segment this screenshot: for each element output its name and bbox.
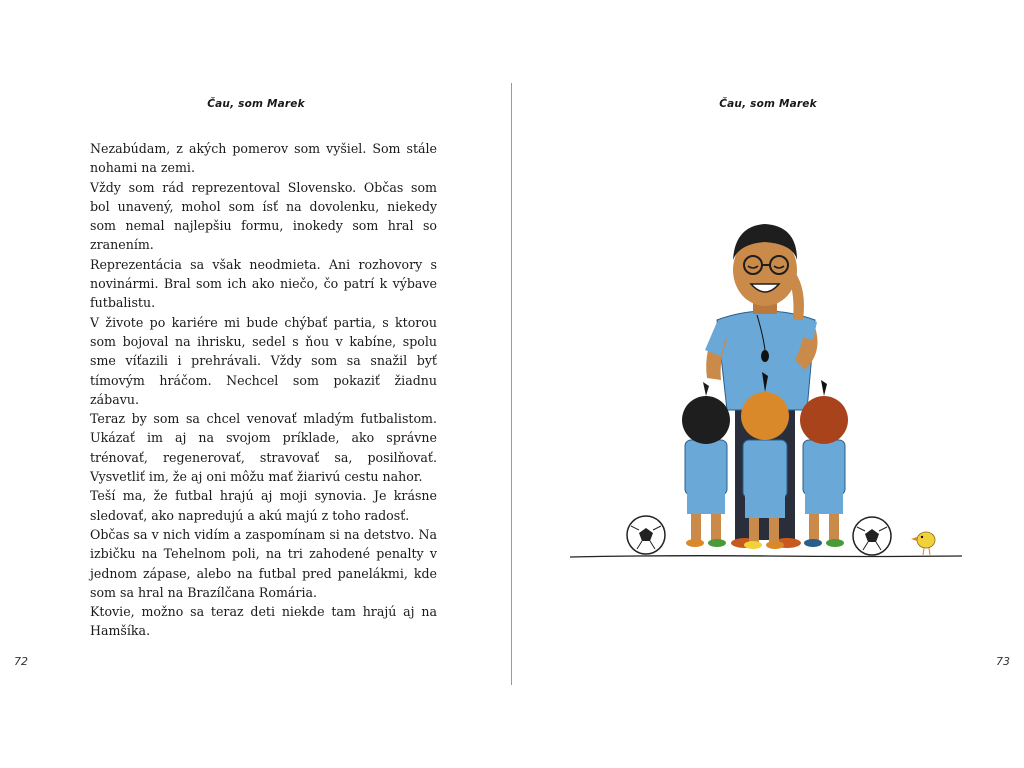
paragraph-5: Teraz by som sa chcel venovať mladým futbalistom. Ukázať im aj na svojom príklade, ako správne trénovať, regenerovať, stravovať sa, posilňovať. Vysvetliť im, že aj oni môžu mať žiarivú cestu nahor. <box>90 411 437 485</box>
ground-line <box>570 556 962 557</box>
right-page <box>512 0 1024 768</box>
running-head-left: Čau, som Marek <box>207 98 305 110</box>
bird-icon <box>911 532 935 555</box>
boy-1 <box>682 382 730 547</box>
paragraph-3: Reprezentácia sa však neodmieta. Ani rozhovory s novinármi. Bral som ich ako niečo, čo patrí k výbave futbalistu. <box>90 256 437 311</box>
boy-3 <box>800 380 848 547</box>
paragraph-7: Občas sa v nich vidím a zaspomínam si na detstvo. Na izbičku na Tehelnom poli, na tri zahodené penalty v jednom zápase, alebo na futbal pred panelákmi, kde som sa hral na Brazílčana Romária. <box>90 526 437 600</box>
football-left-icon <box>627 516 665 554</box>
paragraph-2: Vždy som rád reprezentoval Slovensko. Občas som bol unavený, mohol som ísť na dovolenku, niekedy som nemal najlepšiu formu, inokedy som hral so zranením. <box>90 179 437 253</box>
illustration-man-with-boys <box>567 210 967 570</box>
paragraph-1: Nezabúdam, z akých pomerov som vyšiel. Som stále nohami na zemi. <box>90 141 437 176</box>
football-right-icon <box>853 517 891 555</box>
body-text <box>90 139 437 641</box>
paragraph-8: Ktovie, možno sa teraz deti niekde tam hrajú aj na Hamšíka. <box>90 604 437 639</box>
whistle-icon <box>761 350 769 362</box>
paragraph-4: V živote po kariére mi bude chýbať partia, s ktorou som bojoval na ihrisku, sedel s ňou v kabíne, spolu sme víťazili i prehrávali. Vždy som sa snažil byť tímovým hráčom. Nechcel som pokaziť žiadnu zábavu. <box>90 314 437 407</box>
running-head-right: Čau, som Marek <box>719 98 817 110</box>
paragraph-6: Teší ma, že futbal hrajú aj moji synovia. Je krásne sledovať, ako napredujú a akú majú z toho radosť. <box>90 488 437 523</box>
page-number-right: 73 <box>996 655 1010 668</box>
page-number-left: 72 <box>14 655 28 668</box>
